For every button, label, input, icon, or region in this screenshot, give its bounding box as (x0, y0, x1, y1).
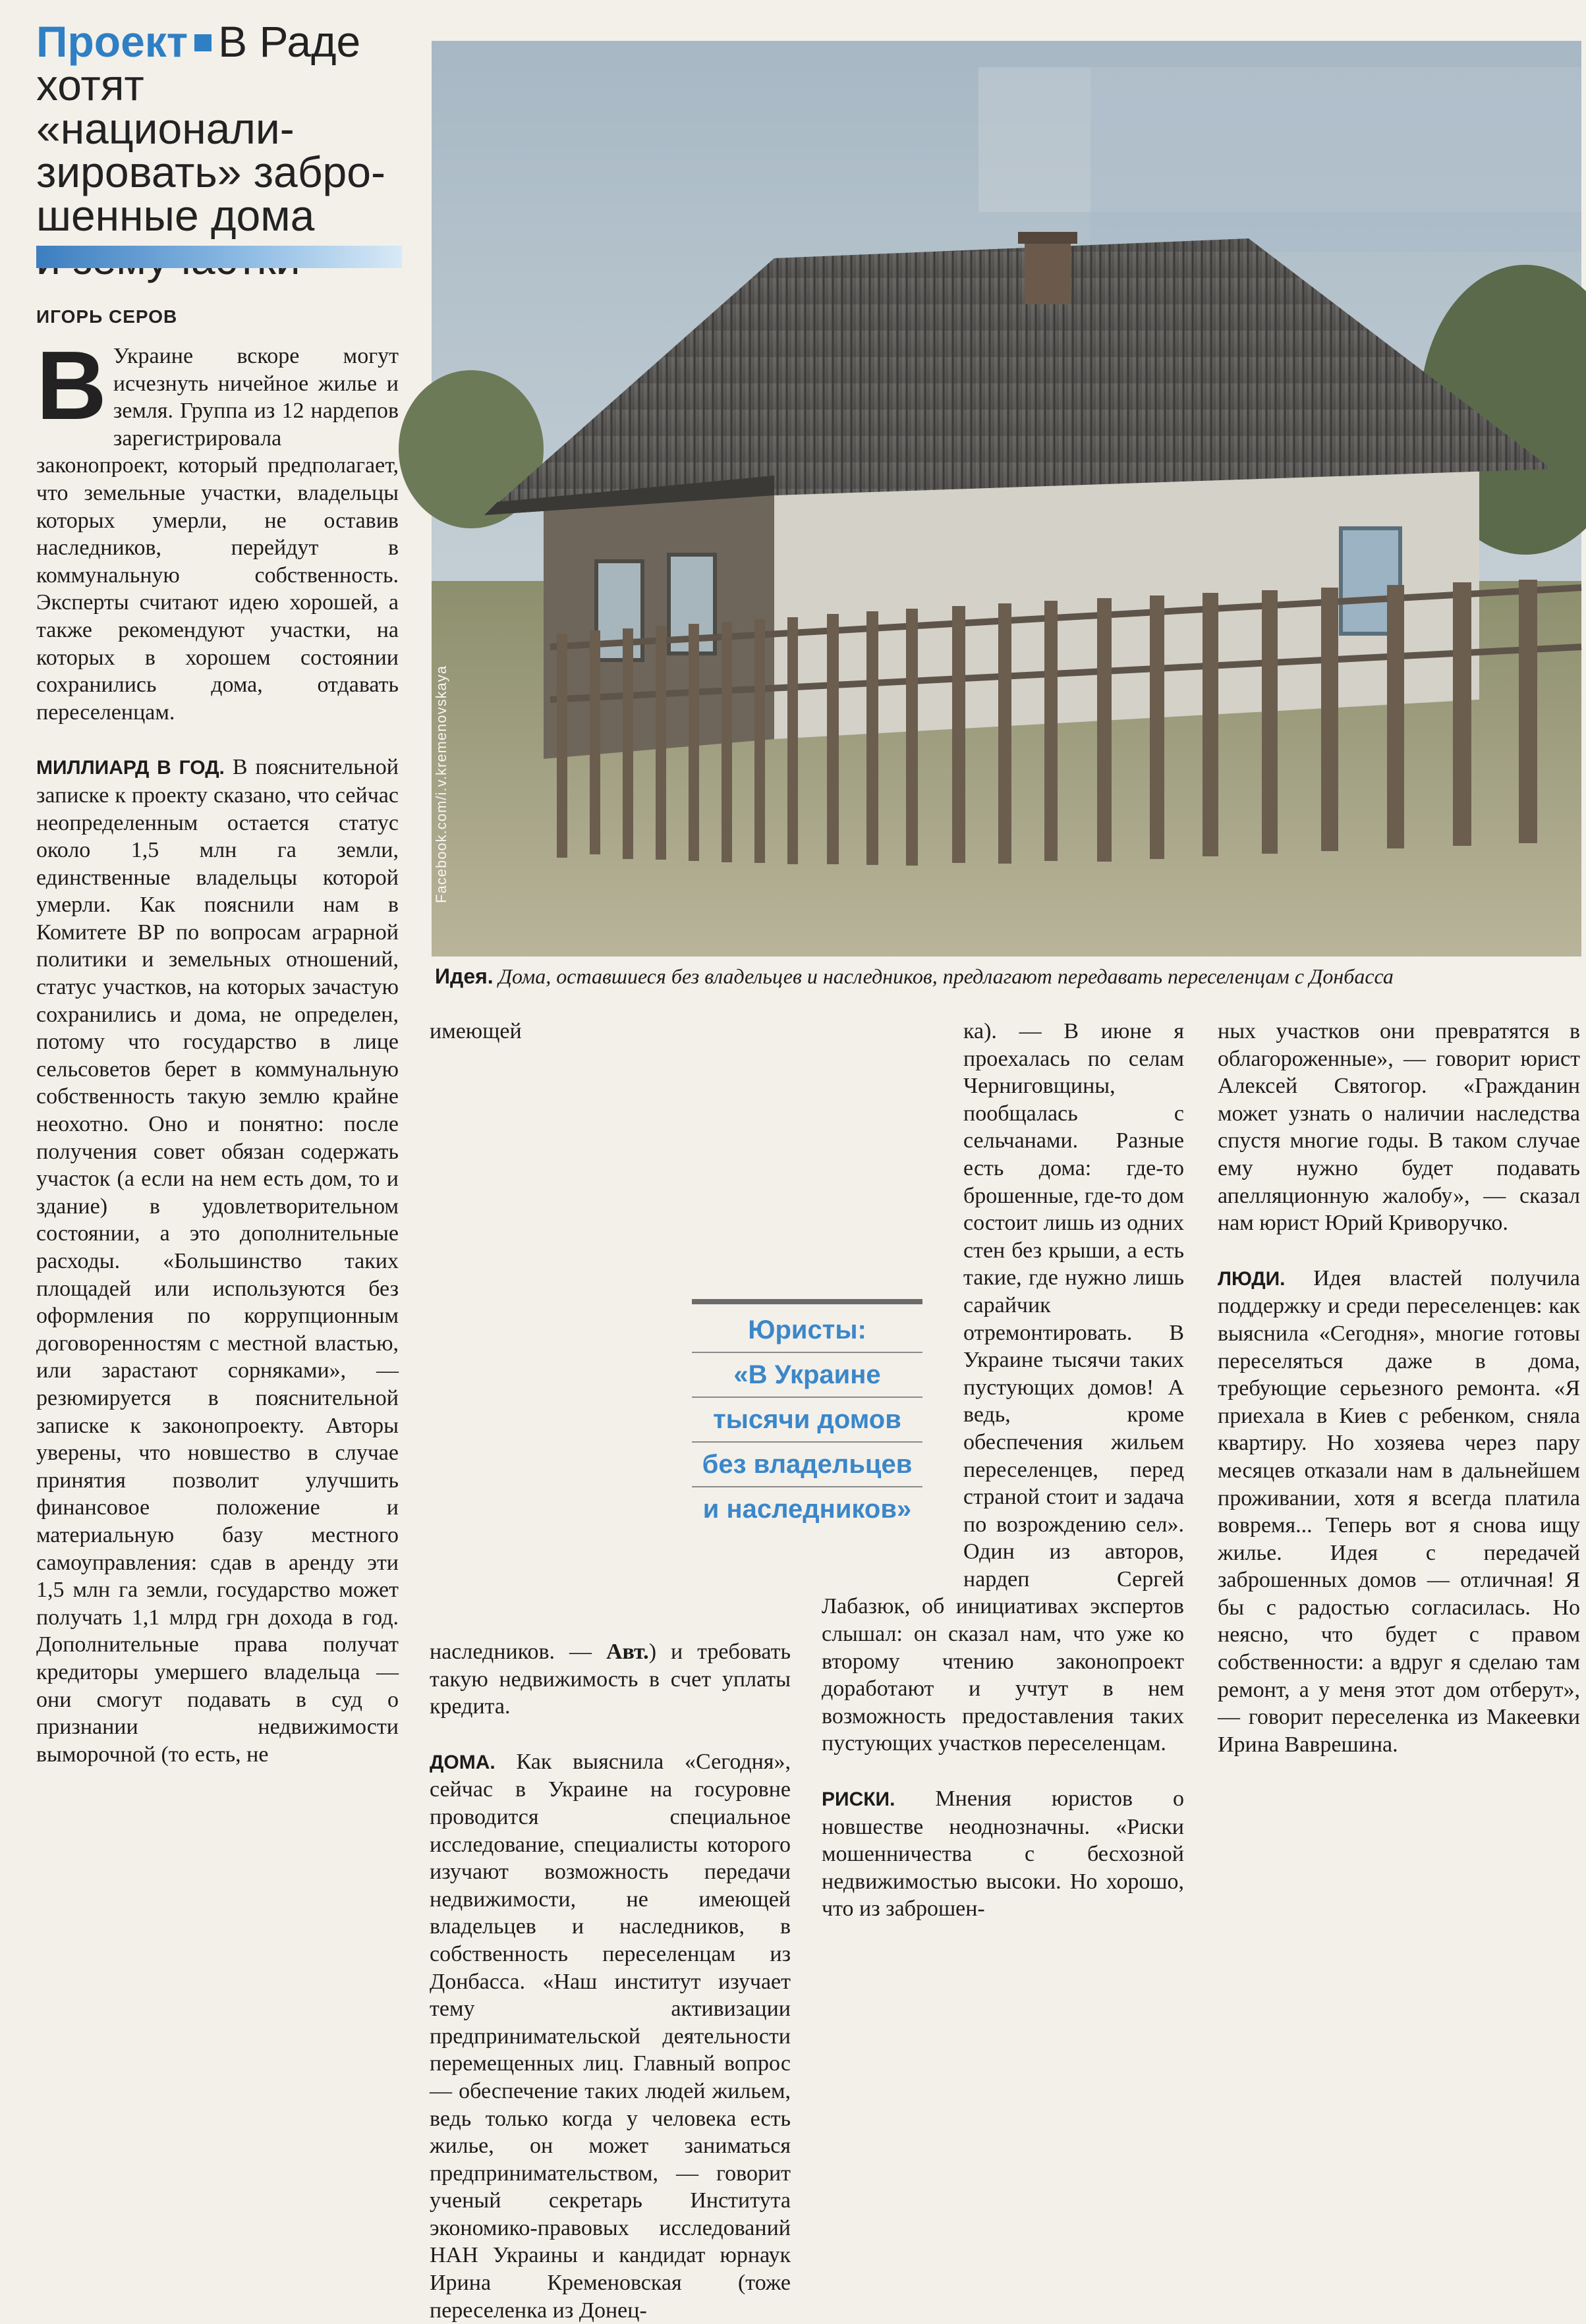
continuation-text: имеющей наследников. — (430, 1019, 592, 1664)
section-head-people: ЛЮДИ. (1218, 1267, 1286, 1290)
headline-line-4: шенные дома (36, 191, 315, 240)
continuation-text-2: ) и требовать такую недвижимость в счет уплаты кредита. (430, 1640, 791, 1719)
section-billion (36, 754, 399, 1768)
headline-line-2: хотят «национали- (36, 61, 295, 153)
dropcap: В (36, 331, 107, 440)
author-note: Авт. (606, 1640, 649, 1664)
section-text-homes: Как выяснила «Сегодня», сейчас в Украине на госуровне проводится специальное исследование, специалисты которого изучают возможность передачи недвижимости, не имеющей владельцев и наследников, в собственность переселенцам из Донбасса. «Наш институт изучает тему активизации предпринимательской деятельности перемещенных лиц. Главный вопрос — обеспечение таких людей жильем, ведь только когда у человека есть жилье, он может заниматься предпринимательством, — говорит ученый секретарь Института экономико-правовых исследований НАН Украины и кандидат юрнаук Ирина Кременовская (тоже переселенка из Донец- (430, 1749, 791, 2323)
headline-line-3: зировать» забро- (36, 148, 385, 196)
article-column-1 (36, 331, 399, 1768)
section-text-people: Идея властей получила поддержку и среди переселенцев: как выяснила «Сегодня», многие готовы переселяться даже в дома, требующие серьезного ремонта. «Я приехала в Киев с ребенком, сняла квартиру. Но хозяева через пару месяцев отказали нам в дальнейшем проживании, хотя я всегда платила вовремя... Теперь вот я снова ищу жилье. Идея с передачей заброшенных домов — отличная! Я бы с радостью согласилась. Но неясно, что будет с правом собственности: а вдруг я сделаю там ремонт, а у меня этот дом отберут», — говорит переселенка из Макеевки Ирина Ваврешина. (1218, 1265, 1581, 1757)
lead-text: Украине вскоре могут исчезнуть ничейное жилье и земля. Группа из 12 нардепов зарегистрировала законопроект, который предполагает, что земельные участки, владельцы которых умерли, не оставив наследников, перейдут в коммунальную собственность. Эксперты считают идею хорошей, а также рекомендуют участки, на которых в хорошем состоянии сохранились дома, отдавать переселенцам. (36, 344, 399, 725)
article-column-4 (1218, 1018, 1580, 1758)
house-illustration (432, 41, 1581, 956)
section-text-risks: Мнения юристов о новшестве неоднозначны. «Риски мошенничества с бесхозной недвижимостью высоки. Но хорошо, что из заброшен- (822, 1786, 1184, 1922)
section-head-risks: РИСКИ. (822, 1788, 895, 1811)
photo-caption (435, 963, 1581, 989)
headline-rule (36, 246, 402, 268)
pullquote-rule (692, 1299, 922, 1304)
section-people (1218, 1265, 1580, 1759)
pullquote-line-5: и наследников» (702, 1495, 912, 1524)
section-homes (430, 1748, 791, 2324)
section-text-billion: В пояснительной записке к проекту сказано, что сейчас неопределенным остается статус около 1,5 млн га земли, единственные владельцы которой умерли. Как пояснили нам в Комитете ВР по вопросам аграрной политики и земельных отношений, статус участков, на которых зачастую сохранились и дома, не определен, потому что государство в лице сельсоветов берет в коммунальную собственность такую землю крайне неохотно. Оно и понятно: после получения совет обязан содержать участок (а если на нем есть дом, то и здание) в удовлетворительном состоянии, а это дополнительные расходы. «Большинство таких площадей или используются без оформления по коррупционным договоренностям с местной властью, или зарастают сорняками», — резюмируется в пояснительной записке к законопроекту. Авторы уверены, что новшество в случае принятия позволит улучшить финансовое положение и материальную базу местного самоуправления: сдав в аренду эти 1,5 млн га земли, государство может получать 1,1 млрд грн дохода в год. Дополнительные права получат кредиторы умершего владельца — они смогут подавать в суд о признании недвижимости выморочной (то есть, не (36, 755, 399, 1767)
lead-paragraph (36, 331, 399, 726)
pullquote-line-3: тысячи домов (692, 1398, 922, 1443)
pullquote-line-1: Юристы: (692, 1308, 922, 1353)
column-4-continuation: ных участков они превратятся в облагороженные», — говорит юрист Алексей Святогор. «Гражданин может узнать о наличии наследства спустя многие годы. В таком случае ему нужно будет подавать апелляционную жалобу», — сказал нам юрист Юрий Криворучко. (1218, 1019, 1580, 1236)
article-column-2 (430, 1018, 791, 2324)
caption-lead: Идея. (435, 964, 494, 988)
pullquote-line-2: «В Украине (692, 1353, 922, 1398)
headline-line-1: В Раде (218, 17, 361, 66)
section-head-billion: МИЛЛИАРД В ГОД. (36, 757, 225, 779)
rubric-square-icon (194, 34, 212, 51)
section-head-homes: ДОМА. (430, 1751, 496, 1773)
caption-text: Дома, оставшиеся без владельцев и наследников, предлагают передавать переселенцам с Донбасса (498, 964, 1394, 988)
pullquote-line-4: без владельцев (692, 1443, 922, 1487)
section-risks (822, 1785, 1184, 1923)
rubric-label: Проект (36, 17, 188, 66)
pullquote (692, 1299, 922, 1531)
house-photo (432, 41, 1581, 956)
headline (36, 17, 405, 281)
photo-credit: Facebook.com/i.v.kremenovskaya (433, 665, 449, 903)
byline: ИГОРЬ СЕРОВ (36, 306, 178, 327)
column-3-continuation: ка). — В июне я проехалась по селам Черниговщины, пообщалась с сельчанами. Разные есть дома: где-то брошенные, где-то дом состоит лишь из одних стен без крыши, а есть такие, где нужно лишь сарайчик отремонтировать. В Украине тысячи таких пустующих домов! А ведь, кроме обеспечения жильем переселенцев, перед страной стоит и задача по возрождению сел». Один из авторов, нардеп Сергей Лабазюк, об инициативах экспертов слышал: он сказал нам, что уже ко второму чтению законопроект доработают и учтут в нем возможность предоставления таких пустующих участков переселенцам. (822, 1019, 1184, 1756)
